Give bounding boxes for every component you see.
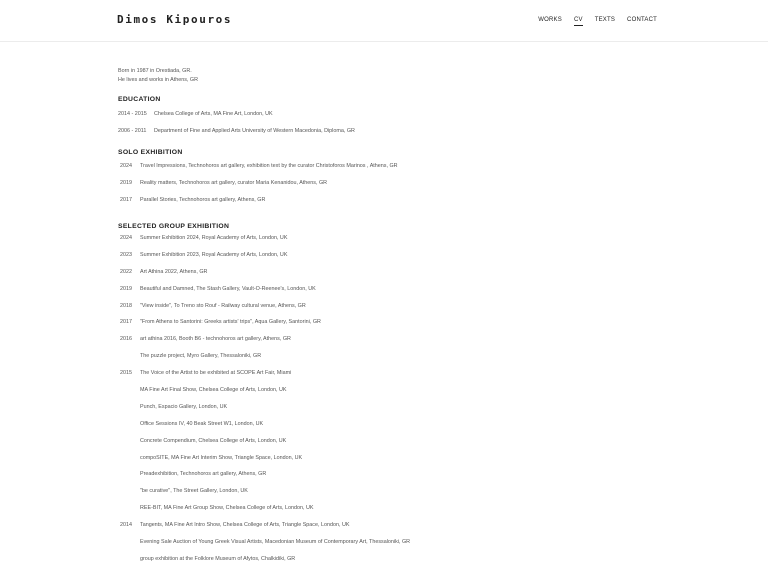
entry-year: 2022	[120, 268, 132, 275]
entry-year	[118, 420, 140, 429]
list-item	[118, 369, 658, 378]
list-item	[118, 127, 658, 136]
entry-text: Summer Exhibition 2023, Royal Academy of Arts, London, UK	[140, 251, 288, 258]
list-item	[118, 302, 658, 311]
list-item	[118, 403, 658, 412]
list-item	[118, 110, 658, 119]
entry-text: Beautiful and Damned, The Stash Gallery, Vault-O-Reenee's, London, UK	[140, 285, 316, 292]
entry-text: Parallel Stories, Technohoros art gallery, Athens, GR	[140, 197, 266, 203]
list-item	[118, 386, 658, 395]
entry-text: art athina 2016, Booth B6 - technohoros art gallery, Athens, GR	[140, 336, 291, 343]
entry-text: Preadexhibition, Technohoros art gallery, Athens, GR	[140, 471, 267, 478]
entry-year: 2024	[120, 235, 132, 241]
entry-text: "View inside", To Treno sto Rouf - Railway cultural venue, Athens, GR	[140, 302, 306, 309]
nav-cv[interactable]: CV	[574, 17, 583, 26]
education-list	[118, 110, 658, 136]
site-logo[interactable]: Dimos Kipouros	[117, 13, 233, 26]
entry-year: 2019	[120, 285, 132, 292]
list-item	[118, 196, 658, 205]
entry-text: MA Fine Art Final Show, Chelsea College of Arts, London, UK	[140, 387, 287, 394]
entry-text: Chelsea College of Arts, MA Fine Art, London, UK	[154, 111, 273, 117]
entry-year: 2016	[120, 336, 132, 343]
entry-text: group exhibition at the Folklore Museum of Afytos, Chalkidiki, GR	[140, 555, 296, 562]
entry-text: Summer Exhibition 2024, Royal Academy of Arts, London, UK	[140, 235, 288, 241]
list-item	[118, 352, 658, 361]
nav-works[interactable]: WORKS	[538, 17, 562, 23]
list-item	[118, 268, 658, 277]
entry-text: REE-BIT, MA Fine Art Group Show, Chelsea College of Arts, London, UK	[140, 505, 314, 512]
solo-list	[118, 162, 658, 205]
entry-year	[118, 504, 140, 513]
list-item	[118, 454, 658, 463]
intro-line: He lives and works in Athens, GR	[118, 77, 198, 83]
entry-text: Office Sessions IV, 40 Beak Street W1, London, UK	[140, 420, 264, 427]
entry-year	[118, 352, 140, 361]
list-item	[118, 420, 658, 429]
list-item	[118, 538, 658, 547]
entry-year	[118, 437, 140, 446]
entry-text: Punch, Espacio Gallery, London, UK	[140, 403, 228, 410]
entry-year	[118, 538, 140, 547]
nav-texts[interactable]: TEXTS	[594, 17, 616, 23]
entry-year	[118, 470, 140, 479]
list-item	[118, 335, 658, 344]
group-heading: SELECTED GROUP EXHIBITION	[118, 223, 230, 230]
list-item	[118, 555, 658, 564]
entry-year: 2018	[120, 302, 132, 309]
cv-content	[118, 67, 658, 572]
entry-year: 2023	[120, 251, 132, 258]
list-item	[118, 234, 658, 243]
education-heading: EDUCATION	[118, 96, 161, 103]
entry-text: Concrete Compendium, Chelsea College of Arts, London, UK	[140, 437, 287, 444]
entry-year: 2006 - 2011	[118, 128, 147, 134]
entry-year: 2014 - 2015	[118, 111, 147, 117]
intro-line: Born in 1987 in Orestiada, GR.	[118, 68, 192, 74]
list-item	[118, 521, 658, 530]
list-item	[118, 504, 658, 513]
nav-contact[interactable]: CONTACT	[627, 17, 657, 23]
group-list	[118, 234, 658, 564]
list-item	[118, 179, 658, 188]
entry-year	[118, 454, 140, 463]
entry-text: "be curative", The Street Gallery, London, UK	[140, 488, 248, 495]
entry-year: 2019	[120, 180, 132, 186]
entry-year	[118, 403, 140, 412]
list-item	[118, 487, 658, 496]
entry-year	[118, 487, 140, 496]
main-nav	[538, 17, 657, 26]
entry-text: The puzzle project, Myro Gallery, Thessaloniki, GR	[140, 353, 262, 360]
entry-text: The Voice of the Artist to be exhibited at SCOPE Art Fair, Miami	[140, 370, 292, 377]
entry-text: Department of Fine and Applied Arts University of Western Macedonia, Diploma, GR	[154, 128, 355, 134]
list-item	[118, 251, 658, 260]
entry-year: 2015	[120, 370, 132, 377]
list-item	[118, 162, 658, 171]
entry-year	[118, 555, 140, 564]
entry-text: Evening Sale Auction of Young Greek Visual Artists, Macedonian Museum of Contemporary Art, Thessaloniki, GR	[140, 539, 411, 546]
entry-year	[118, 386, 140, 395]
entry-year: 2017	[120, 319, 132, 326]
site-header	[0, 0, 768, 42]
entry-year: 2014	[120, 522, 132, 529]
entry-text: compoSITE, MA Fine Art Interim Show, Triangle Space, London, UK	[140, 454, 303, 461]
list-item	[118, 285, 658, 294]
entry-year: 2017	[120, 197, 132, 203]
intro	[118, 67, 658, 85]
entry-text: "From Athens to Santorini: Greeks artists' trips", Aqua Gallery, Santorini, GR	[140, 319, 321, 326]
list-item	[118, 470, 658, 479]
list-item	[118, 437, 658, 446]
entry-text: Tangents, MA Fine Art Intro Show, Chelsea College of Arts, Triangle Space, London, UK	[140, 522, 350, 529]
entry-text: Art Athina 2022, Athens, GR	[140, 268, 208, 275]
list-item	[118, 318, 658, 327]
entry-text: Travel Impressions, Technohoros art gallery, exhibition text by the curator Christoforos Marinos , Athens, GR	[140, 163, 398, 169]
entry-text: Reality matters, Technohoros art gallery, curator Maria Kenanidou, Athens, GR	[140, 180, 328, 186]
solo-heading: SOLO EXHIBITION	[118, 149, 183, 156]
entry-year: 2024	[120, 163, 132, 169]
